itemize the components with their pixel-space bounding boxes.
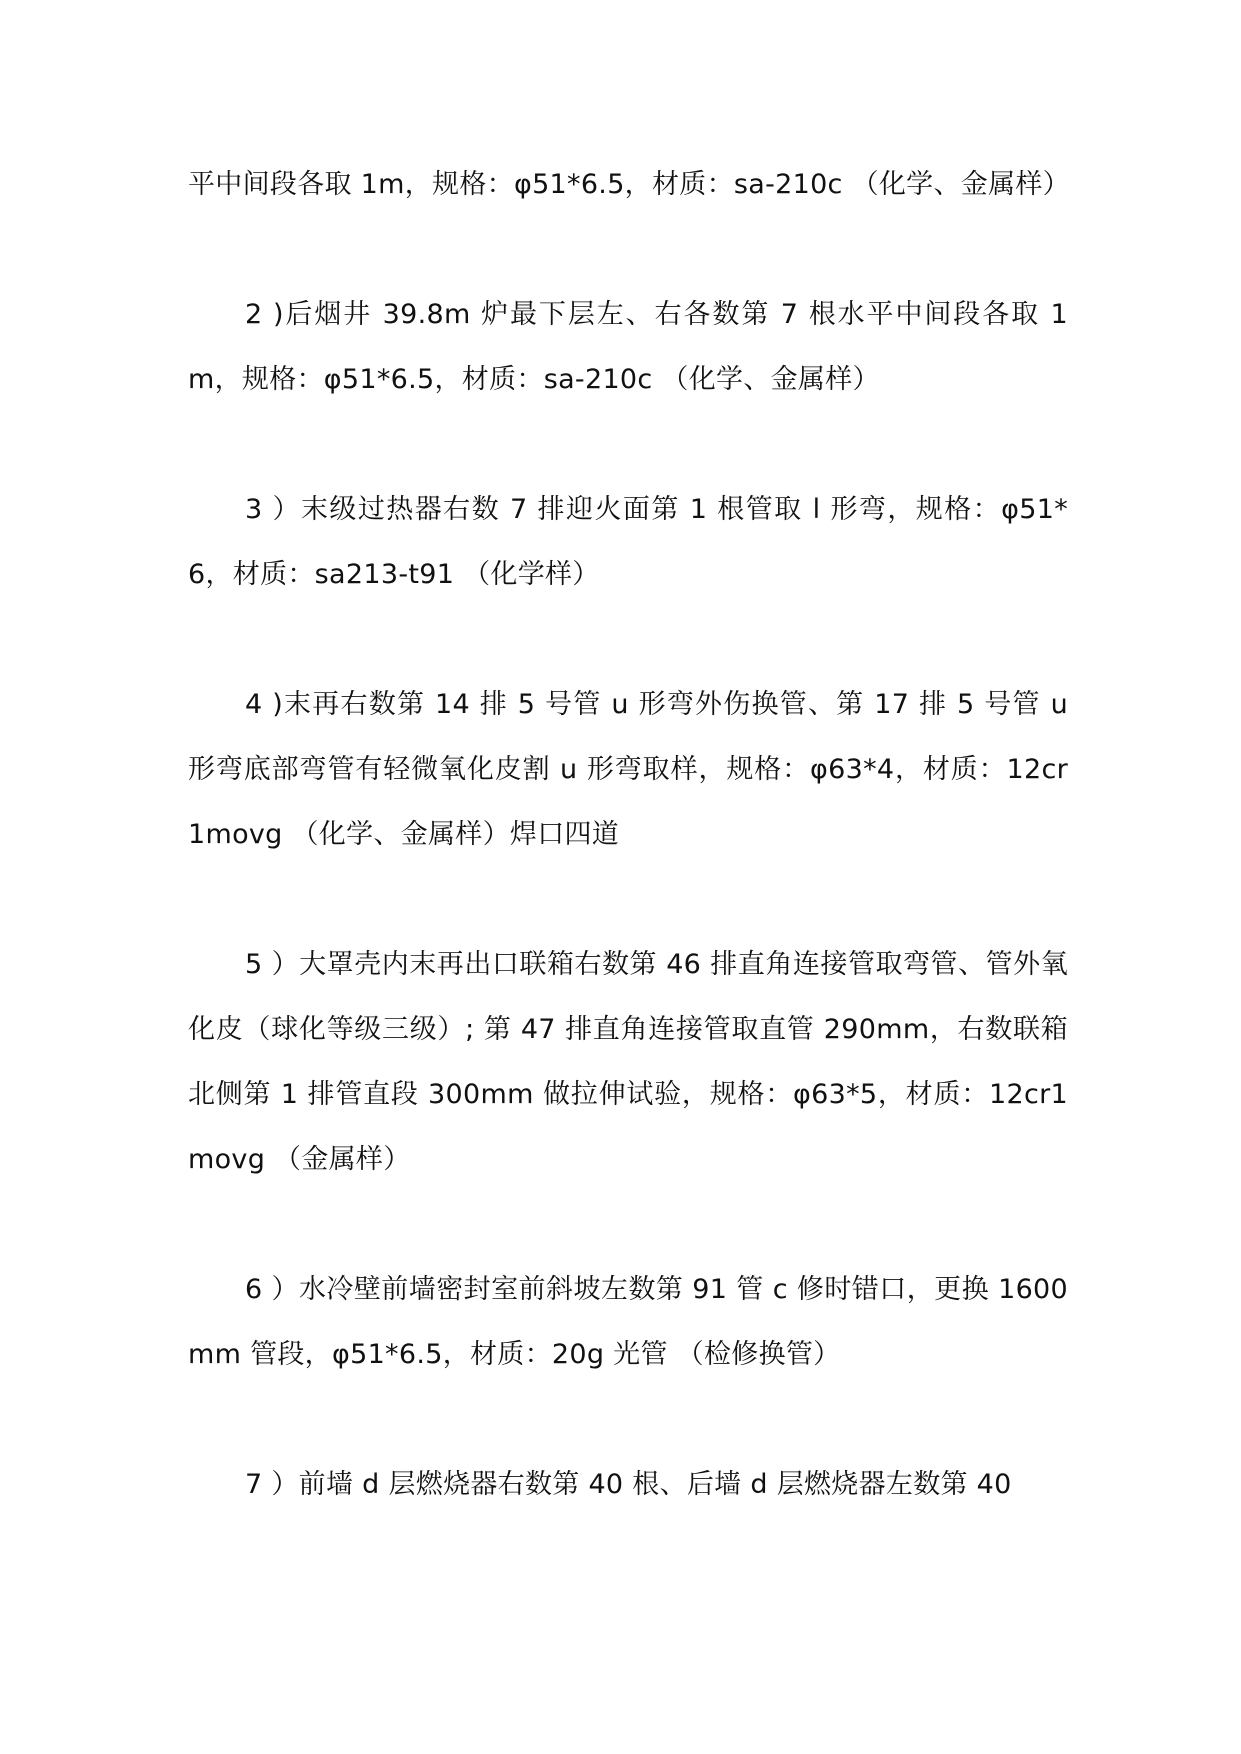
paragraph-item-6: 6 ）水冷壁前墙密封室前斜坡左数第 91 管 c 修时错口，更换 1600mm 管段，φ51*6.5，材质：20g 光管 （检修换管）	[188, 1274, 1068, 1370]
paragraph-item-2: 2 )后烟井 39.8m 炉最下层左、右各数第 7 根水平中间段各取 1m，规格：φ51*6.5，材质：sa-210c （化学、金属样）	[188, 299, 1068, 395]
paragraph-item-3: 3 ）末级过热器右数 7 排迎火面第 1 根管取 l 形弯，规格：φ51*6，材质：sa213-t91 （化学样）	[188, 494, 1068, 590]
paragraph-continuation: 平中间段各取 1m，规格：φ51*6.5，材质：sa-210c （化学、金属样）	[188, 169, 1070, 200]
paragraph-item-4: 4 )末再右数第 14 排 5 号管 u 形弯外伤换管、第 17 排 5 号管 u 形弯底部弯管有轻微氧化皮割 u 形弯取样，规格：φ63*4，材质：12cr1movg （化学、金属样）焊口四道	[188, 689, 1068, 850]
document-body	[188, 152, 1068, 1517]
paragraph-item-7: 7 ）前墙 d 层燃烧器右数第 40 根、后墙 d 层燃烧器左数第 40	[245, 1469, 1012, 1500]
paragraph-item-5: 5 ）大罩壳内末再出口联箱右数第 46 排直角连接管取弯管、管外氧化皮（球化等级三级）; 第 47 排直角连接管取直管 290mm，右数联箱北侧第 1 排管直段 300mm 做拉伸试验，规格：φ63*5，材质：12cr1movg （金属样）	[188, 949, 1068, 1175]
